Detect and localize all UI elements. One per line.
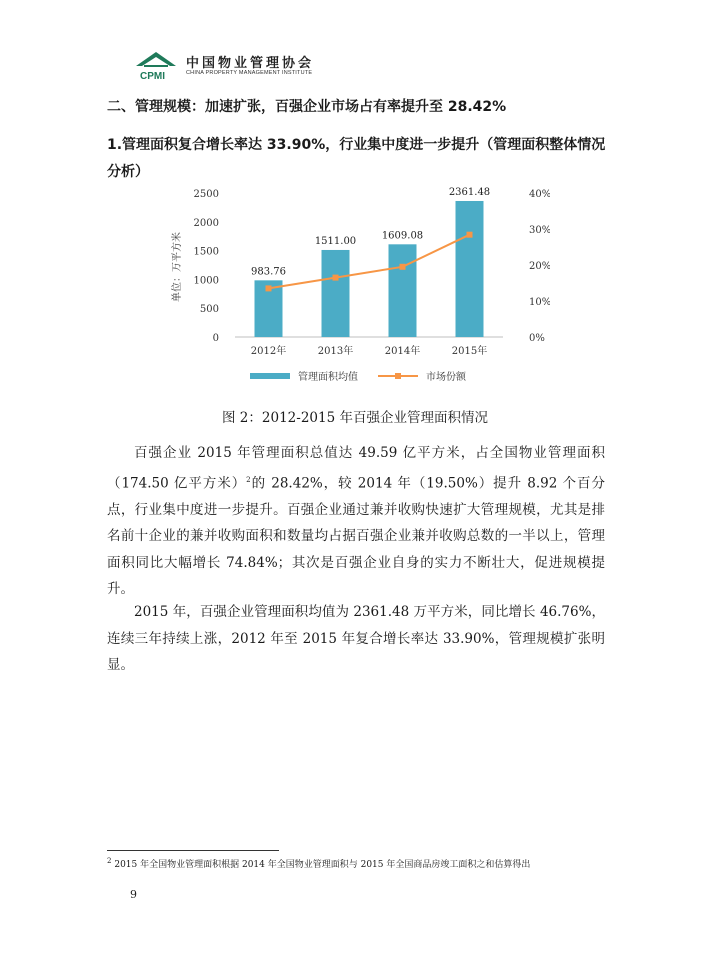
market-share-line: [269, 235, 470, 289]
y-axis-title: 单位：万平方米: [172, 232, 183, 302]
y-tick-label: 500: [199, 304, 219, 316]
bar-value-label: 1511.00: [314, 235, 357, 247]
footnote-divider: [107, 850, 279, 851]
y2-tick-label: 30%: [529, 225, 550, 236]
bar-value-label: 1609.08: [381, 230, 424, 242]
figure-caption: 图 2：2012-2015 年百强企业管理面积情况: [222, 410, 488, 426]
legend-bar-swatch: [250, 373, 290, 379]
y2-tick-label: 0%: [529, 333, 545, 344]
bar-2014年: [389, 244, 417, 337]
paragraph-2: 2015 年，百强企业管理面积均值为 2361.48 万平方米，同比增长 46.76%，连续三年持续上涨，2012 年至 2015 年复合增长率达 33.90%，管理规模扩张明显。: [107, 604, 605, 673]
x-tick-label: 2012年: [250, 346, 287, 357]
bar-value-label: 983.76: [251, 266, 286, 278]
x-tick-label: 2015年: [451, 346, 488, 357]
cpmi-roof-icon: [134, 50, 182, 82]
management-area-chart: [150, 176, 550, 396]
market-share-point-2014年: [400, 264, 406, 270]
bar-value-label: 2361.48: [448, 186, 491, 198]
x-tick-label: 2014年: [384, 346, 421, 357]
legend-line-label: 市场份额: [426, 372, 466, 383]
legend-bar-label: 管理面积均值: [298, 372, 358, 383]
bar-2013年: [322, 250, 350, 337]
logo-abbr: CPMI: [140, 71, 165, 82]
y-tick-label: 1500: [193, 246, 219, 258]
subsection-heading: 1.管理面积复合增长率达 33.90%，行业集中度进一步提升（管理面积整体情况分析）: [107, 137, 606, 180]
footnote-mark: 2: [107, 857, 112, 865]
footnote-text: 2015 年全国物业管理面积根据 2014 年全国物业管理面积与 2015 年全国商品房竣工面积之和估算得出: [114, 860, 531, 870]
y2-tick-label: 10%: [529, 297, 550, 308]
paragraph-1-text-b: 的 28.42%，较 2014 年（19.50%）提升 8.92 个百分点，行业集中度进一步提升。百强企业通过兼并收购快速扩大管理规模，尤其是排名前十企业的兼并收购面积和数量均占据百强企业兼并收购总数的一半以上，管理面积同比大幅增长 74.84%；其次是百强企业自身的实力不断壮大，促进规模提升。: [107, 475, 605, 597]
footnote: [107, 857, 530, 870]
legend-line-marker: [395, 373, 401, 379]
cpmi-logo: [134, 48, 314, 84]
y-tick-label: 1000: [193, 275, 219, 287]
y2-tick-label: 20%: [529, 261, 550, 272]
y-tick-label: 2000: [193, 217, 219, 229]
bar-2015年: [456, 201, 484, 337]
logo-english-name: CHINA PROPERTY MANAGEMENT INSTITUTE: [186, 70, 313, 76]
y-tick-label: 0: [212, 333, 219, 344]
section-heading: 二、管理规模：加速扩张，百强企业市场占有率提升至 28.42%: [107, 99, 507, 115]
y2-tick-label: 40%: [529, 189, 550, 200]
paragraph-1: [107, 440, 605, 603]
market-share-point-2012年: [266, 285, 272, 291]
paragraph-1-text-a: 百强企业 2015 年管理面积总值达 49.59 亿平方米，占全国物业管理面积（174.50 亿平方米）: [107, 445, 605, 491]
logo-chinese-name: 中国物业管理协会: [186, 56, 315, 71]
chart-svg: [150, 176, 550, 396]
market-share-point-2013年: [333, 275, 339, 281]
y-tick-label: 2500: [193, 189, 219, 200]
x-tick-label: 2013年: [317, 346, 354, 357]
market-share-point-2015年: [467, 232, 473, 238]
page-number: 9: [130, 888, 137, 901]
footnote-reference[interactable]: 2: [246, 475, 251, 484]
